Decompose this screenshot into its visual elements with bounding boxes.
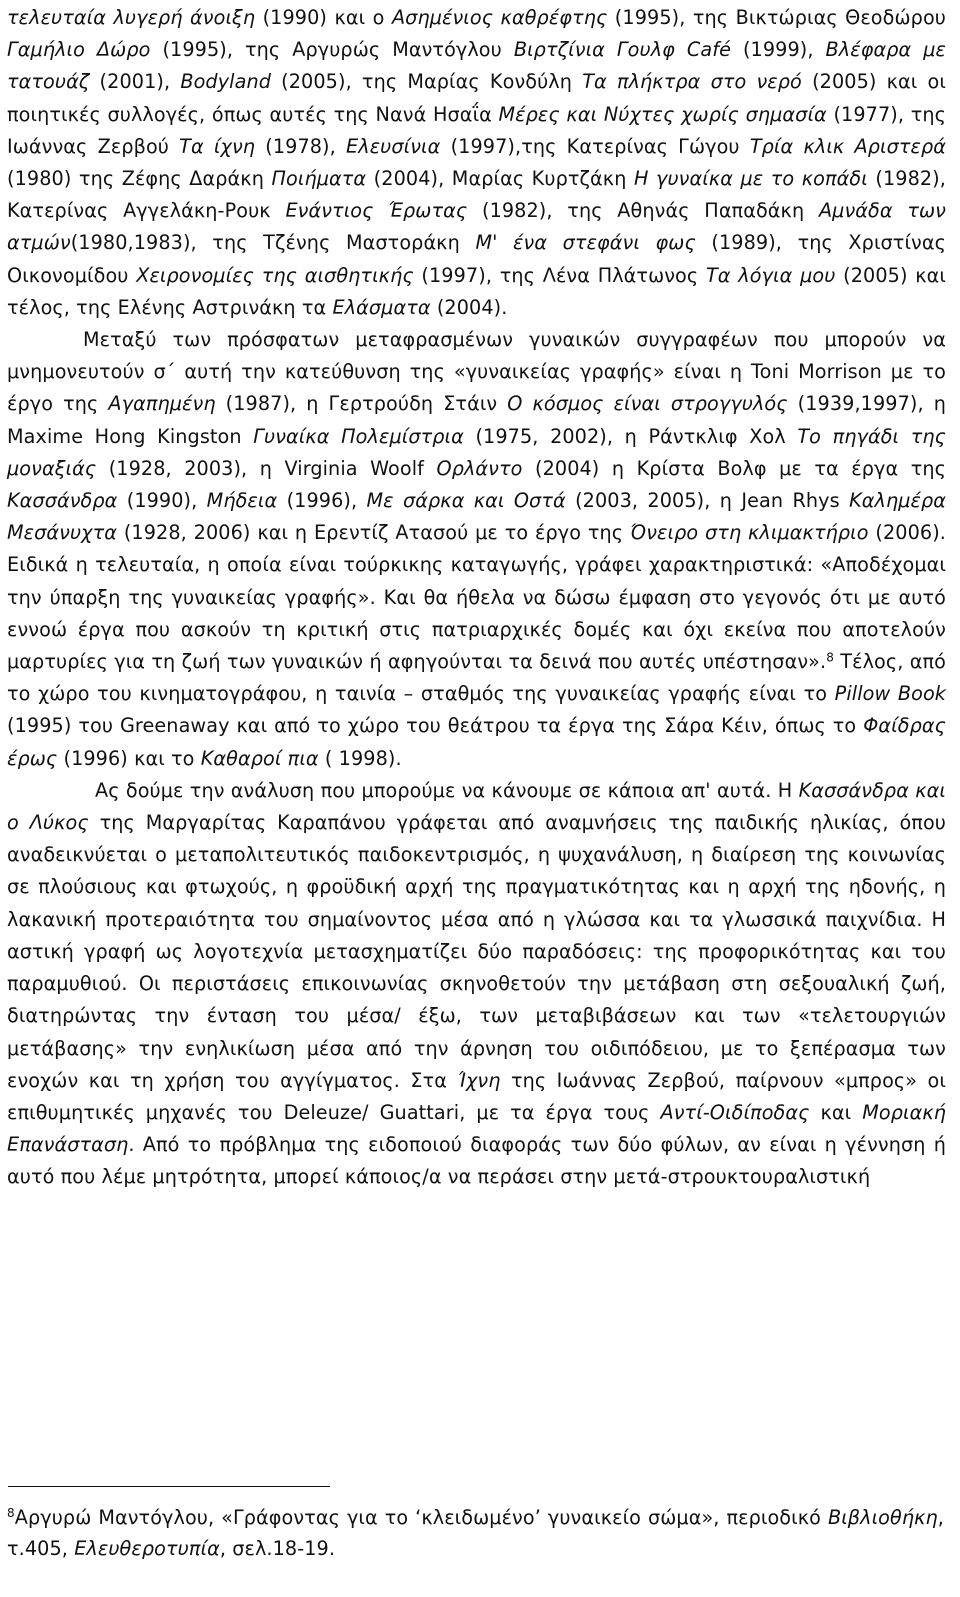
- title-italic: Κασσάνδρα και ο Λύκος: [7, 778, 946, 835]
- title-italic: Ποιήματα: [271, 167, 367, 191]
- text-run: (2005) και τέλος, της Ελένης Αστρινάκη τα: [7, 263, 946, 319]
- title-italic: Αντί-Οιδίποδας: [660, 1100, 810, 1124]
- text-run: ( 1998).: [318, 746, 402, 770]
- text-run: της Ιωάννας Ζερβού, παίρνουν «μπρος» οι επιθυμητικές μηχανές του Deleuze/ Guattari, με τα έργα τους: [7, 1068, 946, 1124]
- text-run: (1982), Κατερίνας Αγγελάκη-Ρουκ: [7, 167, 946, 223]
- text-run: (1996) και το: [57, 746, 201, 770]
- text-run: Μεταξύ των πρόσφατων μεταφρασμένων γυναικών συγγραφέων που μπορούν να μνημονευτούν σ΄ αυτή την κατεύθυνση της «γυναικείας γραφής» είναι η Toni Morrison με το έργο της: [7, 328, 946, 416]
- title-italic: Βιρτζίνια Γουλφ Café: [513, 38, 731, 62]
- title-italic: Γαμήλιο Δώρο: [7, 38, 151, 62]
- text-run: (1987), η Γερτρούδη Στάιν: [215, 392, 508, 416]
- footnote: [7, 1502, 944, 1564]
- title-italic: Τρία κλικ Αριστερά: [749, 134, 947, 158]
- paragraph-3: [7, 775, 946, 1194]
- text-run: (1995), της Αργυρώς Μαντόγλου: [150, 38, 514, 62]
- footnote-separator: [8, 1486, 330, 1487]
- text-run: (1999),: [731, 38, 826, 62]
- text-run: (1982), της Αθηνάς Παπαδάκη: [467, 199, 819, 223]
- title-italic: Αμνάδα των ατμών: [7, 199, 947, 255]
- title-italic: Τα λόγια μου: [705, 263, 836, 287]
- title-italic: Ασημένιος καθρέφτης: [391, 6, 608, 29]
- text-run: (2006). Ειδικά η τελευταία, η οποία είναι τούρκικης καταγωγής, γράφει χαρακτηριστικά: «Αποδέχομαι την ύπαρξη της γυναικείας γραφής». Και θα ήθελα να δώσω έμφαση στο γεγονός ότι με αυτό εννοώ έργα που ασκούν τη κριτική στις πατριαρχικές δομές και όχι εκείνα που αποτελούν μαρτυρίες για τη ζωή των γυναικών ή αφηγούνται τα δεινά που αυτές υπέστησαν».: [7, 521, 947, 674]
- text-run: Τέλος, από το χώρο του κινηματογράφου, η ταινία – σταθμός της γυναικείας γραφής είναι το: [7, 650, 947, 706]
- text-run: (1978),: [255, 134, 347, 158]
- text-run: (1980,1983), της Τζένης Μαστοράκη: [70, 231, 476, 255]
- title-italic: Καλημέρα Μεσάνυχτα: [7, 489, 947, 545]
- title-italic: Μήδεια: [206, 489, 278, 513]
- text-run: της Μαργαρίτας Καραπάνου γράφεται από αναμνήσεις της παιδικής ηλικίας, όπου αναδεικνύεται ο μεταπολιτευτικός παιδοκεντρισμός, η ψυχανάλυση, η διαίρεση της κοινωνίας σε πλούσιους και φτωχούς, η φροϋδική αρχή της πραγματικότητας και η αρχή της ηδονής, η λακανική προτεραιότητα του σημαίνοντος μέσα από η γλώσσα και τα γλωσσικά παιχνίδια. Η αστική γραφή ως λογοτεχνία μετασχηματίζει δύο παραδόσεις: της προφορικότητας και του παραμυθιού. Οι περιστάσεις επικοινωνίας σκηνοθετούν την μετάβαση στη σεξουαλική ζωή, διατηρώντας την ένταση του μέσα/ έξω, των μεταβιβάσεων και των «τελετουργιών μετάβασης» την ενηλικίωση μέσα από την άρνηση του οιδιπόδειου, με το ξεπέρασμα των ενοχών και τη χρήση του αγγίγματος. Στα: [7, 811, 946, 1092]
- text-run: , σελ.18-19.: [219, 1537, 336, 1560]
- text-run: (1997),της Κατερίνας Γώγου: [440, 134, 750, 158]
- footnote-mark: 8: [7, 1505, 15, 1520]
- title-italic: Ελευθεροτυπία: [74, 1537, 220, 1560]
- title-italic: Τα πλήκτρα στο νερό: [582, 70, 802, 94]
- text-run: (1995), της Βικτώριας Θεοδώρου: [607, 6, 946, 29]
- title-italic: Καθαροί πια: [200, 746, 319, 770]
- text-run: (1989), της Χριστίνας Οικονομίδου: [7, 231, 946, 287]
- text-run: (1990),: [117, 489, 207, 513]
- paragraph-2: [7, 324, 946, 775]
- title-italic: Pillow Book: [834, 682, 947, 706]
- text-run: (2005) και οι ποιητικές συλλογές, όπως αυτές της Νανά Ησαΐα: [7, 70, 946, 126]
- title-italic: Μέρες και Νύχτες χωρίς σημασία: [498, 102, 827, 126]
- title-italic: Bodyland: [180, 70, 271, 94]
- text-run: και: [809, 1100, 863, 1124]
- text-run: (2004), Μαρίας Κυρτζάκη: [366, 167, 634, 191]
- footnote-reference[interactable]: 8: [826, 650, 834, 665]
- text-run: (1928, 2003), η Virginia Woolf: [96, 456, 437, 480]
- title-italic: Το πηγάδι της μοναξιάς: [7, 424, 946, 480]
- text-run: Ας δούμε την ανάλυση που μπορούμε να κάνουμε σε κάποια απ' αυτά. Η: [95, 778, 799, 802]
- title-italic: τελευταία λυγερή άνοιξη: [7, 6, 256, 29]
- title-italic: Ελευσίνια: [346, 134, 441, 158]
- title-italic: Κασσάνδρα: [7, 489, 118, 513]
- title-italic: Ο κόσμος είναι στρογγυλός: [507, 392, 788, 416]
- title-italic: Χειρονομίες της αισθητικής: [136, 263, 414, 287]
- title-italic: Ελάσματα: [332, 295, 431, 319]
- paragraph-1: [7, 2, 946, 324]
- title-italic: Ενάντιος Έρωτας: [285, 199, 468, 223]
- text-run: (2001),: [89, 70, 181, 94]
- text-run: . Από το πρόβλημα της ειδοποιού διαφοράς των δύο φύλων, αν είναι η γέννηση ή αυτό που λέμε μητρότητα, μπορεί κάποιος/α να περάσει στην μετά-στρουκτουραλιστική: [7, 1133, 946, 1189]
- title-italic: Η γυναίκα με το κοπάδι: [633, 167, 868, 191]
- text-run: (1939,1997), η Maxime Hong Kingston: [7, 392, 946, 448]
- title-italic: Με σάρκα και Οστά: [366, 489, 566, 513]
- text-run: (1975, 2002), η Ράντκλιφ Χολ: [463, 424, 798, 448]
- title-italic: Γυναίκα Πολεμίστρια: [253, 424, 464, 448]
- text-run: , τ.405,: [7, 1506, 944, 1560]
- title-italic: Μ' ένα στεφάνι φως: [475, 231, 696, 255]
- text-run: (2004).: [430, 295, 508, 319]
- text-run: (1995) του Greenaway και από το χώρο του θεάτρου τα έργα της Σάρα Κέιν, όπως το: [7, 714, 864, 738]
- text-run: Αργυρώ Μαντόγλου, «Γράφοντας για το ‘κλειδωμένο’ γυναικείο σώμα», περιοδικό: [14, 1506, 828, 1529]
- text-run: (1990) και ο: [255, 6, 392, 29]
- text-run: (2005), της Μαρίας Κονδύλη: [271, 70, 583, 94]
- title-italic: Βλέφαρα με τατουάζ: [7, 38, 946, 94]
- text-run: (2004) η Κρίστα Βολφ με τα έργα της: [522, 456, 946, 480]
- title-italic: Ορλάντο: [436, 456, 523, 480]
- text-run: (2003, 2005), η Jean Rhys: [565, 489, 850, 513]
- title-italic: Βιβλιοθήκη: [827, 1506, 938, 1529]
- title-italic: Φαίδρας έρως: [7, 714, 946, 770]
- text-run: (1977), της Ιωάννας Ζερβού: [7, 102, 946, 158]
- text-run: (1928, 2006) και η Ερεντίζ Ατασού με το έργο της: [117, 521, 630, 545]
- title-italic: Αγαπημένη: [108, 392, 216, 416]
- text-run: (1980) της Ζέφης Δαράκη: [7, 167, 272, 191]
- title-italic: Ίχνη: [457, 1068, 501, 1092]
- text-run: (1996),: [277, 489, 367, 513]
- text-run: (1997), της Λένα Πλάτωνος: [413, 263, 706, 287]
- title-italic: Τα ίχνη: [179, 134, 256, 158]
- title-italic: Μοριακή Επανάσταση: [7, 1100, 946, 1157]
- title-italic: Όνειρο στη κλιμακτήριο: [630, 521, 869, 545]
